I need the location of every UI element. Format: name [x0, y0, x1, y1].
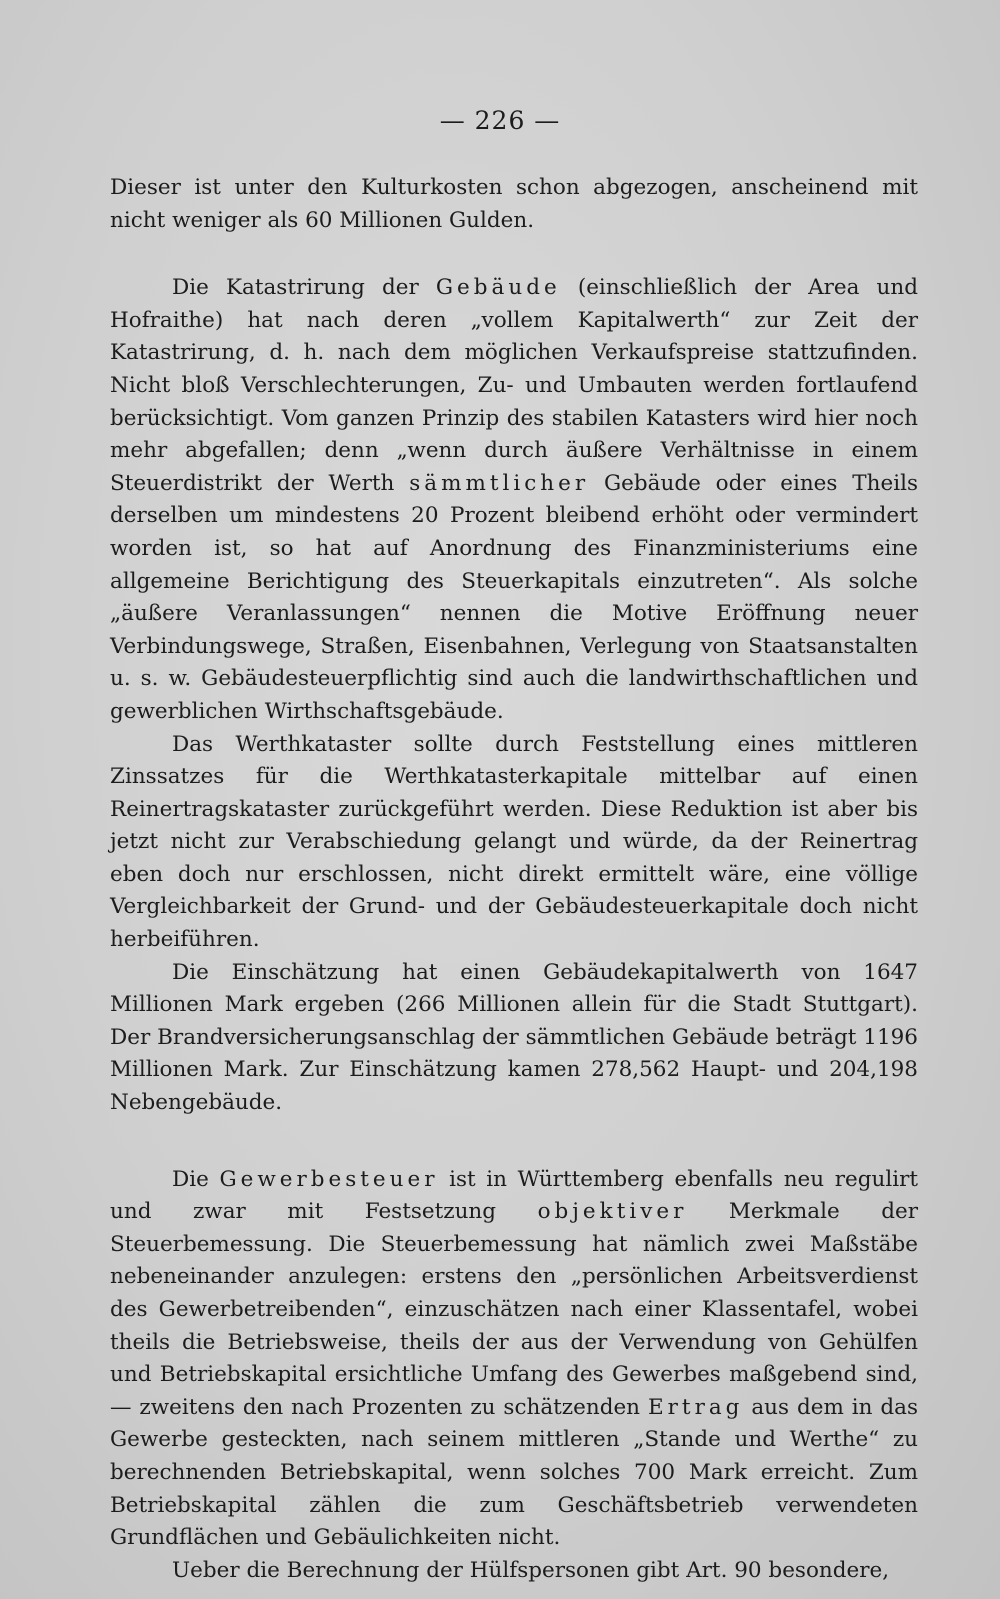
paragraph-2	[110, 272, 918, 728]
spaced-word-ertrag: Ertrag	[647, 1394, 744, 1420]
text-run: (einschließlich der Area und Hofraithe) hat nach deren „vollem Kapitalwerth“ zur Zeit der Katastrirung, d. h. nach dem möglichen Verkaufspreise stattzufinden. Nicht bloß Verschlechterungen, Zu- und Umbauten werden fortlaufend berücksichtigt. Vom ganzen Prinzip des stabilen Katasters wird hier noch mehr abgefallen; denn „wenn durch äußere Verhältnisse in einem Steuerdistrikt der Werth	[110, 275, 918, 496]
paragraph-3: Das Werthkataster sollte durch Feststellung eines mittleren Zinssatzes für die Werthkatasterkapitale mittelbar auf einen Reinertragskataster zurückgeführt werden. Diese Reduktion ist aber bis jetzt nicht zur Verabschiedung gelangt und würde, da der Reinertrag eben doch nur erschlossen, nicht direkt ermittelt wäre, eine völlige Vergleichbarkeit der Grund- und der Gebäudesteuerkapitale doch nicht herbeiführen.	[110, 731, 918, 953]
paragraph-6: Ueber die Berechnung der Hülfspersonen gibt Art. 90 besondere,	[172, 1557, 890, 1583]
spaced-word-saemmtlicher: sämmtlicher	[409, 470, 590, 496]
paragraph-gap	[110, 237, 918, 272]
spaced-word-gebaeude: Gebäude	[435, 275, 561, 301]
page-text	[110, 172, 918, 1587]
text-run: Die Katastrirung der	[172, 275, 436, 301]
text-run: Merkmale der Steuerbemessung. Die Steuerbemessung hat nämlich zwei Maßstäbe nebeneinander anzulegen: erstens den „persönlichen Arbeitsverdienst des Gewerbetreibenden“, einzuschätzen nach einer Klassentafel, wobei theils die Betriebsweise, theils der aus der Verwendung von Gehülfen und Betriebskapital ersichtliche Umfang des Gewerbes maßgebend sind, — zweitens den nach Prozenten zu schätzenden	[110, 1199, 918, 1420]
page-number: — 226 —	[439, 106, 561, 135]
text-run: ist in Württemberg ebenfalls neu regulirt und zwar mit Festsetzung	[110, 1166, 918, 1225]
text-run: Die	[172, 1166, 220, 1192]
spaced-word-objektiver: objektiver	[537, 1199, 688, 1225]
spaced-word-gewerbesteuer: Gewerbesteuer	[219, 1166, 439, 1192]
paragraph-1: Dieser ist unter den Kulturkosten schon abgezogen, anscheinend mit nicht weniger als 60 Millionen Gulden.	[110, 175, 918, 233]
paragraph-5	[110, 1164, 918, 1555]
text-run: Gebäude oder eines Theils derselben um mindestens 20 Prozent bleibend erhöht oder vermindert worden ist, so hat auf Anordnung des Finanzministeriums eine allgemeine Berichtigung des Steuerkapitals einzutreten“. Als solche „äußere Veranlassungen“ nennen die Motive Eröffnung neuer Verbindungswege, Straßen, Eisenbahnen, Verlegung von Staatsanstalten u. s. w. Gebäudesteuerpflichtig sind auch die landwirthschaftlichen und gewerblichen Wirthschaftsgebäude.	[110, 470, 918, 724]
section-gap	[110, 1120, 918, 1164]
paragraph-4: Die Einschätzung hat einen Gebäudekapitalwerth von 1647 Millionen Mark ergeben (266 Millionen allein für die Stadt Stuttgart). Der Brandversicherungsanschlag der sämmtlichen Gebäude beträgt 1196 Millionen Mark. Zur Einschätzung kamen 278,562 Haupt- und 204,198 Nebengebäude.	[110, 959, 918, 1116]
text-run: aus dem in das Gewerbe gesteckten, nach seinem mittleren „Stande und Werthe“ zu berechnenden Betriebskapital, wenn solches 700 Mark erreicht. Zum Betriebskapital zählen die zum Geschäftsbetrieb verwendeten Grundflächen und Gebäulichkeiten nicht.	[110, 1394, 919, 1551]
